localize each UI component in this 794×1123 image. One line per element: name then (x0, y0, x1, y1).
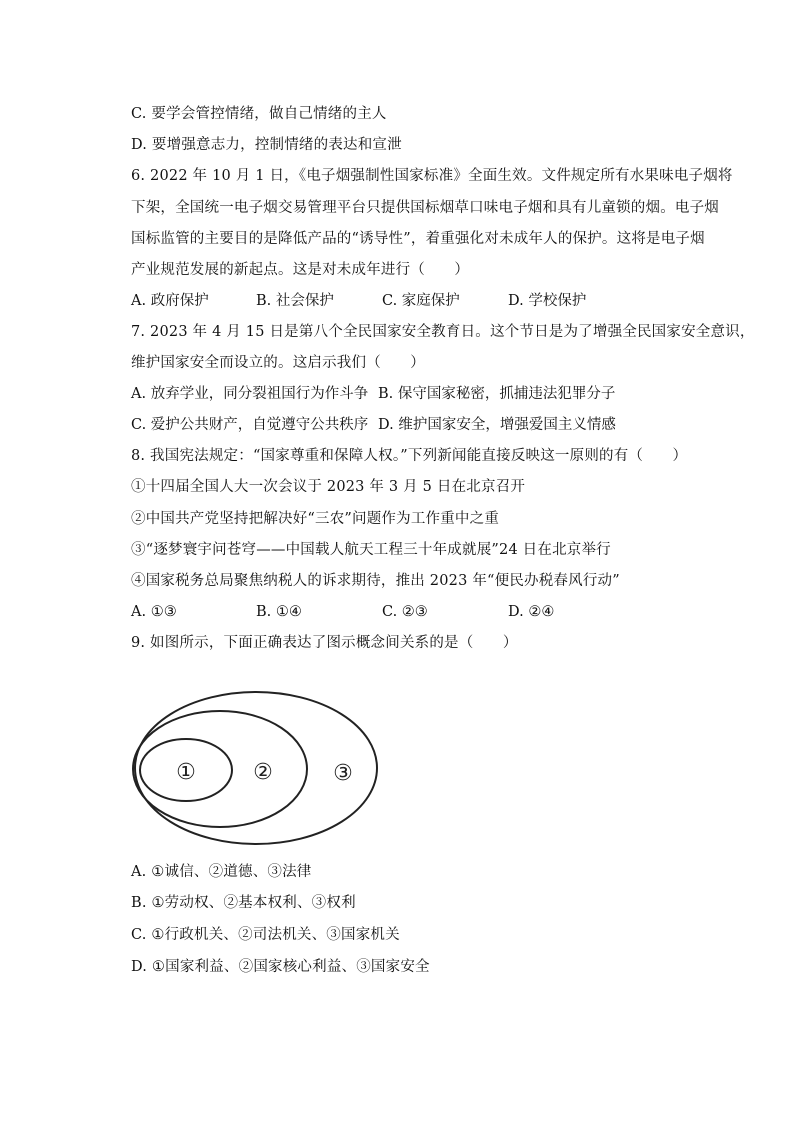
q6-stem-line-4: 产业规范发展的新起点。这是对未成年进行（ ） (131, 262, 470, 278)
q8-item-4: ④国家税务总局聚焦纳税人的诉求期待，推出 2023 年“便民办税春风行动” (131, 573, 620, 589)
q8-item-1: ①十四届全国人大一次会议于 2023 年 3 月 5 日在北京召开 (131, 479, 526, 495)
q7-option-d: D. 维护国家安全，增强爱国主义情感 (378, 417, 616, 433)
q7-option-a: A. 放弃学业，同分裂祖国行为作斗争 (131, 386, 369, 402)
q8-option-a: A. ①③ (131, 604, 177, 620)
q6-option-a: A. 政府保护 (131, 293, 209, 309)
q6-stem-line-3: 国标监管的主要目的是降低产品的“诱导性”，着重强化对未成年人的保护。这将是电子烟 (131, 231, 705, 247)
q6-option-b: B. 社会保护 (256, 293, 334, 309)
q9-option-c: C. ①行政机关、②司法机关、③国家机关 (131, 927, 400, 943)
ellipse-middle (133, 711, 307, 827)
q5-option-d: D. 要增强意志力，控制情绪的表达和宣泄 (131, 137, 402, 153)
q9-option-b: B. ①劳动权、②基本权利、③权利 (131, 895, 356, 911)
q6-option-d: D. 学校保护 (508, 293, 587, 309)
diagram-label-2: ② (253, 760, 273, 785)
q5-option-c: C. 要学会管控情绪，做自己情绪的主人 (131, 106, 387, 122)
q9-nested-ellipse-diagram (132, 688, 382, 848)
q8-item-2: ②中国共产党坚持把解决好“三农”问题作为工作重中之重 (131, 511, 500, 527)
q7-option-c: C. 爱护公共财产，自觉遵守公共秩序 (131, 417, 369, 433)
q6-option-c: C. 家庭保护 (382, 293, 460, 309)
q9-stem: 9. 如图所示，下面正确表达了图示概念间关系的是（ ） (131, 635, 518, 651)
q6-stem-line-2: 下架，全国统一电子烟交易管理平台只提供国标烟草口味电子烟和具有儿童锁的烟。电子烟 (131, 200, 719, 216)
q7-stem-line-2: 维护国家安全而设立的。这启示我们（ ） (131, 355, 425, 371)
diagram-label-1: ① (176, 760, 196, 785)
q6-stem-line-1: 6. 2022 年 10 月 1 日，《电子烟强制性国家标准》全面生效。文件规定所有水果味电子烟将 (131, 168, 733, 184)
q8-option-b: B. ①④ (256, 604, 302, 620)
q8-stem: 8. 我国宪法规定：“国家尊重和保障人权。”下列新闻能直接反映这一原则的有（ ） (131, 448, 688, 464)
q9-option-a: A. ①诚信、②道德、③法律 (131, 864, 312, 880)
q9-option-d: D. ①国家利益、②国家核心利益、③国家安全 (131, 959, 430, 975)
q8-option-c: C. ②③ (382, 604, 428, 620)
q7-stem-line-1: 7. 2023 年 4 月 15 日是第八个全民国家安全教育日。这个节日是为了增强全民国家安全意识， (131, 324, 755, 340)
q8-option-d: D. ②④ (508, 604, 555, 620)
q7-option-b: B. 保守国家秘密，抓捕违法犯罪分子 (378, 386, 616, 402)
diagram-label-3: ③ (333, 761, 353, 786)
q8-item-3: ③“逐梦寰宇问苍穹——中国载人航天工程三十年成就展”24 日在北京举行 (131, 542, 611, 558)
